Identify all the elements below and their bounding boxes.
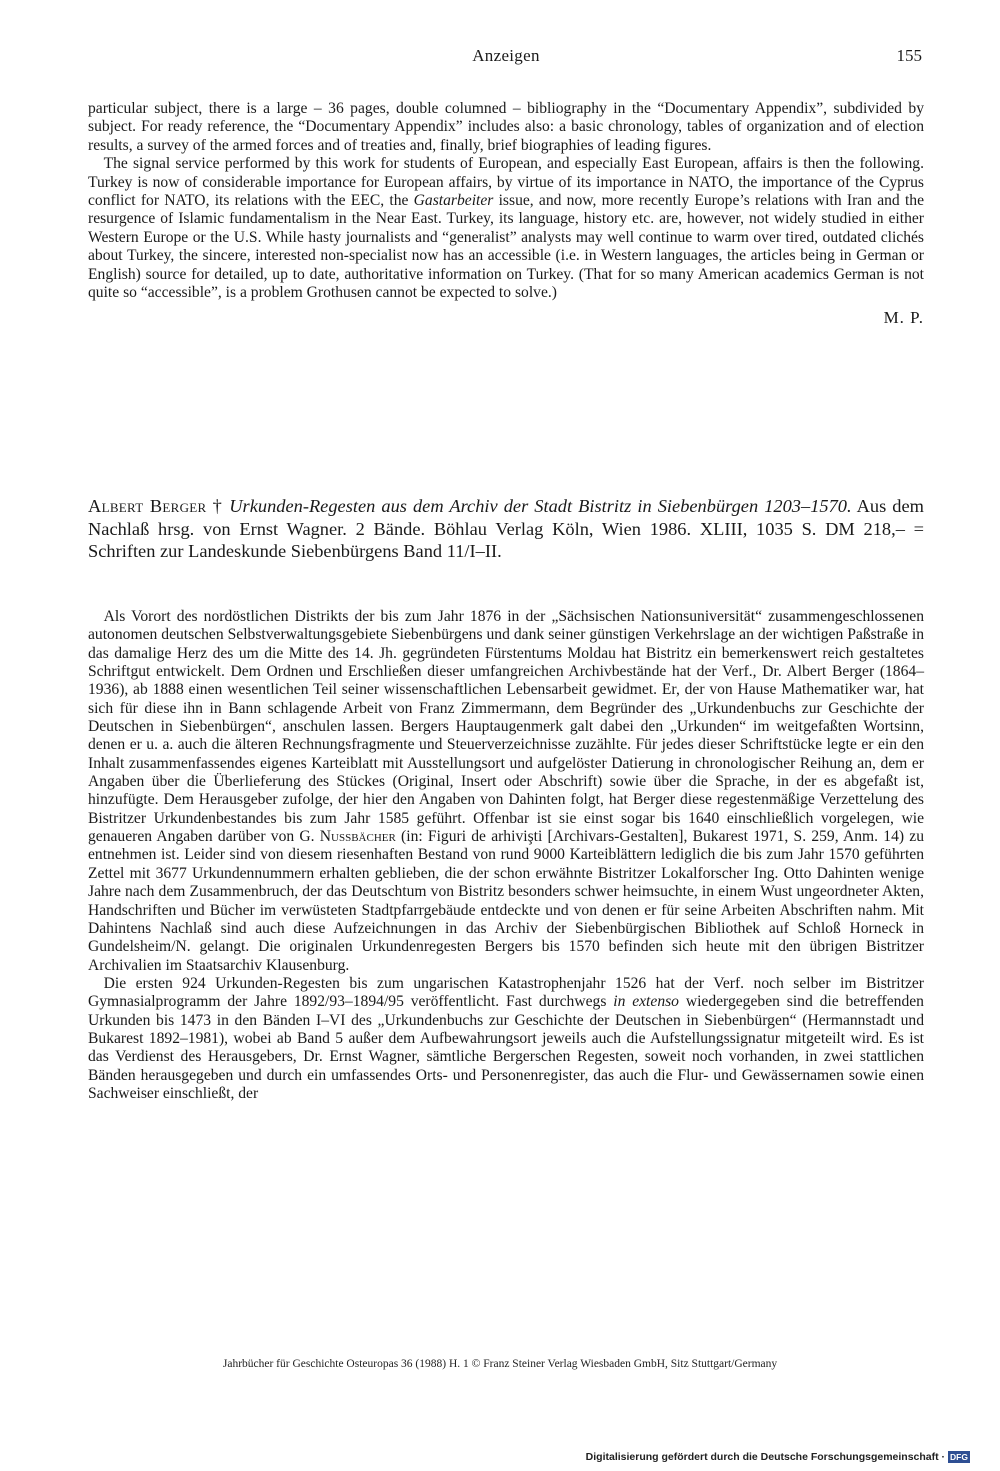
page-header [88, 46, 924, 72]
review2-p2-text-a: Die ersten 924 Urkunden-Regesten bis zum ungarischen Katastrophenjahr 1526 hat der Verf. noch selber im Bistritzer Gymnasialprogramm der Jahre 1892/93–1894/95 veröffentlicht. Fast durchwegs [88, 974, 924, 1011]
dfg-funding-note [586, 1451, 970, 1463]
review2-book-title: Urkunden-Regesten aus dem Archiv der Stadt Bistritz in Siebenbürgen 1203–1570. [229, 496, 852, 516]
review2-p1-text-a: Als Vorort des nordöstlichen Distrikts der bis zum Jahr 1876 in der „Sächsischen Nationsuniversität“ zusammengeschlossenen autonomen deutschen Selbstverwaltungsgebiete Siebenbürgens und dank seiner günstigen Verkehrslage an der wichtigen Paßstraße in das damalige Herz des um die Mitte des 14. Jh. gegründeten Fürstentums Moldau hat Bistritz ein bemerkenswert reich gestaltetes Schriftgut entwickelt. Dem Ordnen und Erschließen dieser umfangreichen Archivbestände hat der Verf., Dr. Albert Berger (1864–1936), ab 1888 einen wesentlichen Teil seiner wissenschaftlichen Lebensarbeit gewidmet. Er, der von Hause Mathematiker war, hat sich für diese ihn in Bann schlagende Arbeit von Franz Zimmermann, dem Begründer des „Urkundenbuchs zur Geschichte der Deutschen in Siebenbürgen“, anschulen lassen. Bergers Hauptaugenmerk galt dabei den „Urkunden“ im weitgefaßten Wortsinn, denen er u. a. auch die älteren Rechnungsfragmente und Steuerverzeichnisse zuzählte. Für jedes dieser Schriftstücke legte er ein den Inhalt zusammenfassendes eigenes Karteiblatt mit Ausstellungsort und aufgelöster Datierung in chronologischer Reihung an, dem er Angaben über die Überlieferung des Stückes (Original, Insert oder Abschrift) sowie über die Sprache, in der es abgefaßt ist, hinzufügte. Dem Herausgeber zufolge, der hier den Angaben von Dahinten folgt, hat Berger diese regestenmäßige Verzettelung des Bistritzer Urkundenbestandes bis zum Jahr 1585 geführt. Offenbar ist sie einst sogar bis 1640 einschließlich vorgelegen, wie genaueren Angaben darüber von G. [88, 608, 924, 846]
dfg-logo-icon: DFG [950, 1452, 968, 1462]
review1-paragraph-1: particular subject, there is a large – 36 pages, double columned – bibliography in the “Documentary Appendix”, subdivided by subject. For ready reference, the “Documentary Appendix” includes also: a basic chronology, tables of organization and of election results, a survey of the armed forces and of treaties and, finally, brief biographies of leading figures. [88, 100, 924, 154]
review2-p2-text-b: wiedergegeben sind die betreffenden Urkunden bis 1473 in den Bänden I–VI des „Urkundenbuchs zur Geschichte der Deutschen in Siebenbürgen“ (Hermannstadt und Bukarest 1892–1981), wobei ab Band 5 außer dem Aufbewahrungsort jeweils auch die Aufstellungssignatur mitgeteilt wird. Es ist das Verdienst des Herausgebers, Dr. Ernst Wagner, sämtliche Bergerschen Regesten, soweit noch vorhanden, in zwei stattlichen Bänden herausgegeben und durch ein umfassendes Orts- und Personenregister, das auch die Flur- und Gewässernamen sowie einen Sachweiser einschließt, der [88, 993, 924, 1102]
reviewer-signature: M. P. [883, 308, 924, 328]
dagger-symbol: † [212, 496, 224, 516]
review1-p2-text-b: issue, and now, more recently Europe’s relations with Iran and the resurgence of Islamic fundamentalism in the Near East. Turkey, its language, history etc. are, however, not widely studied in either Western Europe or the U.S. While hasty journalists and “generalist” analysts may well continue to warm over tired, outdated clichés about Turkey, the sincere, interested non-specialist now has an accessible (i.e. in Western languages, the articles being in German or English) source for detailed, up to date, authoritative information on Turkey. (That for so many American academics German is not quite so “accessible”, is a problem Grothusen cannot be expected to solve.) [88, 192, 924, 302]
review2-p1-smallcaps-name: Nussbächer [319, 828, 396, 846]
review2-p1-text-b: (in: Figuri de arhivişti [Archivars-Gestalten], Bukarest 1971, S. 259, Anm. 14) zu entnehmen ist. Leider sind von diesem riesenhaften Bestand von rund 9000 Karteiblättern lediglich die bis zum Jahr 1570 geführten Zettel mit 3677 Urkundennummern erhalten geblieben, die der schon erwähnte Bistritzer Lokalforscher Ing. Otto Dahinten wenige Jahre nach dem Zusammenbruch, der das Deutschtum von Bistritz besonders schwer heimsuchte, in einem Wust ungeordneter Akten, Handschriften und Bücher im verwüsteten Stadtpfarrgebäude entdeckte und von denen er für seine Arbeiten Abschriften nahm. Mit Dahintens Nachlaß sind auch diese Aufzeichnungen in das Archiv der Siebenbürgischen Bibliothek auf Schloß Horneck in Gundelsheim/N. gelangt. Die originalen Urkundenregesten Bergers bis 1570 befinden sich heute mit den übrigen Bistritzer Archivalien im Staatsarchiv Klausenburg. [88, 828, 924, 974]
review2-bibliographic-heading [88, 495, 924, 563]
review2-paragraph-1 [88, 608, 924, 975]
review2-p2-italic: in extenso [613, 993, 679, 1011]
running-title: Anzeigen [472, 46, 540, 65]
review2-publication-details: Aus dem Nachlaß hrsg. von Ernst Wagner. 2 Bände. Böhlau Verlag Köln, Wien 1986. XLIII, 1035 S. DM 218,– = Schriften zur Landeskunde Siebenbürgens Band 11/I–II. [88, 496, 924, 561]
review1-p2-italic: Gastarbeiter [413, 192, 494, 210]
review1-p2-text-a: The signal service performed by this work for students of European, and especially East European, affairs is then the following. Turkey is now of considerable importance for European affairs, by virtue of its importance in NATO, the importance of the Cyprus conflict for NATO, its relations with the EEC, the [88, 155, 924, 210]
dfg-funding-text: Digitalisierung gefördert durch die Deutsche Forschungsgemeinschaft · [585, 1451, 946, 1463]
page-number: 155 [896, 46, 922, 65]
page-footer-citation: Jahrbücher für Geschichte Osteuropas 36 (1988) H. 1 © Franz Steiner Verlag Wiesbaden GmbH, Sitz Stuttgart/Germany [222, 1358, 778, 1370]
review1-paragraph-2 [88, 155, 924, 302]
review-continuation [88, 100, 924, 328]
review2-paragraph-2 [88, 975, 924, 1103]
review2-body [88, 608, 924, 1103]
review2-author: Albert Berger [88, 496, 207, 516]
